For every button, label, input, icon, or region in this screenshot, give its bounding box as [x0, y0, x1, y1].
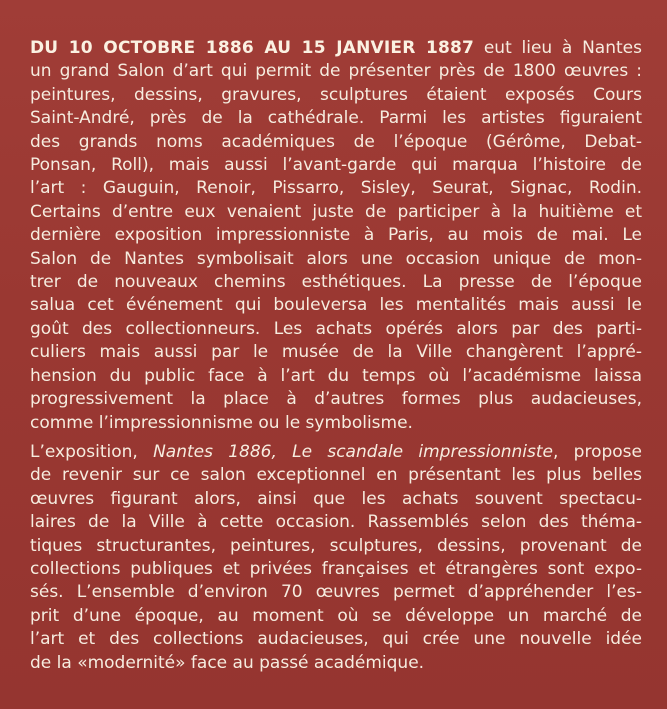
text-line-fragment: , propose: [553, 442, 642, 462]
text-line: de revenir sur ce salon exceptionnel en présentant les plus belles: [30, 465, 642, 486]
text-line: Ponsan, Roll), mais aussi l’avant-garde qui marqua l’histoire de: [30, 155, 642, 176]
text-line: [30, 441, 642, 464]
paragraph-exhibition-description: [30, 441, 642, 675]
text-line-fragment: L’exposition,: [30, 442, 154, 462]
text-line: collections publiques et privées françaises et étrangères sont expo-: [30, 559, 642, 580]
exhibition-title: Nantes 1886, Le scandale impressionniste: [153, 442, 554, 462]
text-line: Saint-André, près de la cathédrale. Parmi les artistes figuraient: [30, 108, 642, 129]
text-line: l’art et des collections audacieuses, qui crée une nouvelle idée: [30, 629, 642, 650]
text-line: de la «modernité» face au passé académique.: [30, 652, 425, 673]
text-line: culiers mais aussi par le musée de la Ville changèrent l’appré-: [30, 342, 642, 363]
text-line: Certains d’entre eux venaient juste de participer à la huitième et: [30, 201, 642, 222]
text-line: trer de nouveaux chemins esthétiques. La presse de l’époque: [30, 272, 642, 293]
text-line: œuvres figurant alors, ainsi que les achats souvent spectacu-: [30, 488, 642, 509]
text-line: des grands noms académiques de l’époque (Gérôme, Debat-: [30, 131, 642, 152]
text-line: hension du public face à l’art du temps où l’académisme laissa: [30, 365, 642, 386]
text-line: tiques structurantes, peintures, sculptures, dessins, provenant de: [30, 535, 642, 556]
text-line: comme l’impressionnisme ou le symbolisme.: [30, 412, 413, 433]
text-line: [30, 37, 642, 60]
text-line: progressivement la place à d’autres formes plus audacieuses,: [30, 389, 642, 410]
text-line: peintures, dessins, gravures, sculptures étaient exposés Cours: [30, 84, 642, 105]
text-line: goût des collectionneurs. Les achats opérés alors par des parti-: [30, 318, 642, 339]
text-line: sés. L’ensemble d’environ 70 œuvres permet d’appréhender l’es-: [30, 582, 642, 603]
text-line-fragment: eut lieu à Nantes: [474, 38, 642, 58]
text-line: un grand Salon d’art qui permit de présenter près de 1800 œuvres :: [30, 61, 642, 82]
text-line: laires de la Ville à cette occasion. Rassemblés selon des théma-: [30, 512, 642, 533]
lead-date-range: DU 10 OCTOBRE 1886 AU 15 JANVIER 1887: [30, 38, 475, 58]
text-line: Salon de Nantes symbolisait alors une occasion unique de mon-: [30, 248, 642, 269]
text-line: dernière exposition impressionniste à Paris, au mois de mai. Le: [30, 225, 642, 246]
text-line: salua cet événement qui bouleversa les mentalités mais aussi le: [30, 295, 642, 316]
text-line: prit d’une époque, au moment où se développe un marché de: [30, 605, 642, 626]
paragraph-salon-history: [30, 37, 642, 435]
text-line: l’art : Gauguin, Renoir, Pissarro, Sisley, Seurat, Signac, Rodin.: [30, 178, 642, 199]
